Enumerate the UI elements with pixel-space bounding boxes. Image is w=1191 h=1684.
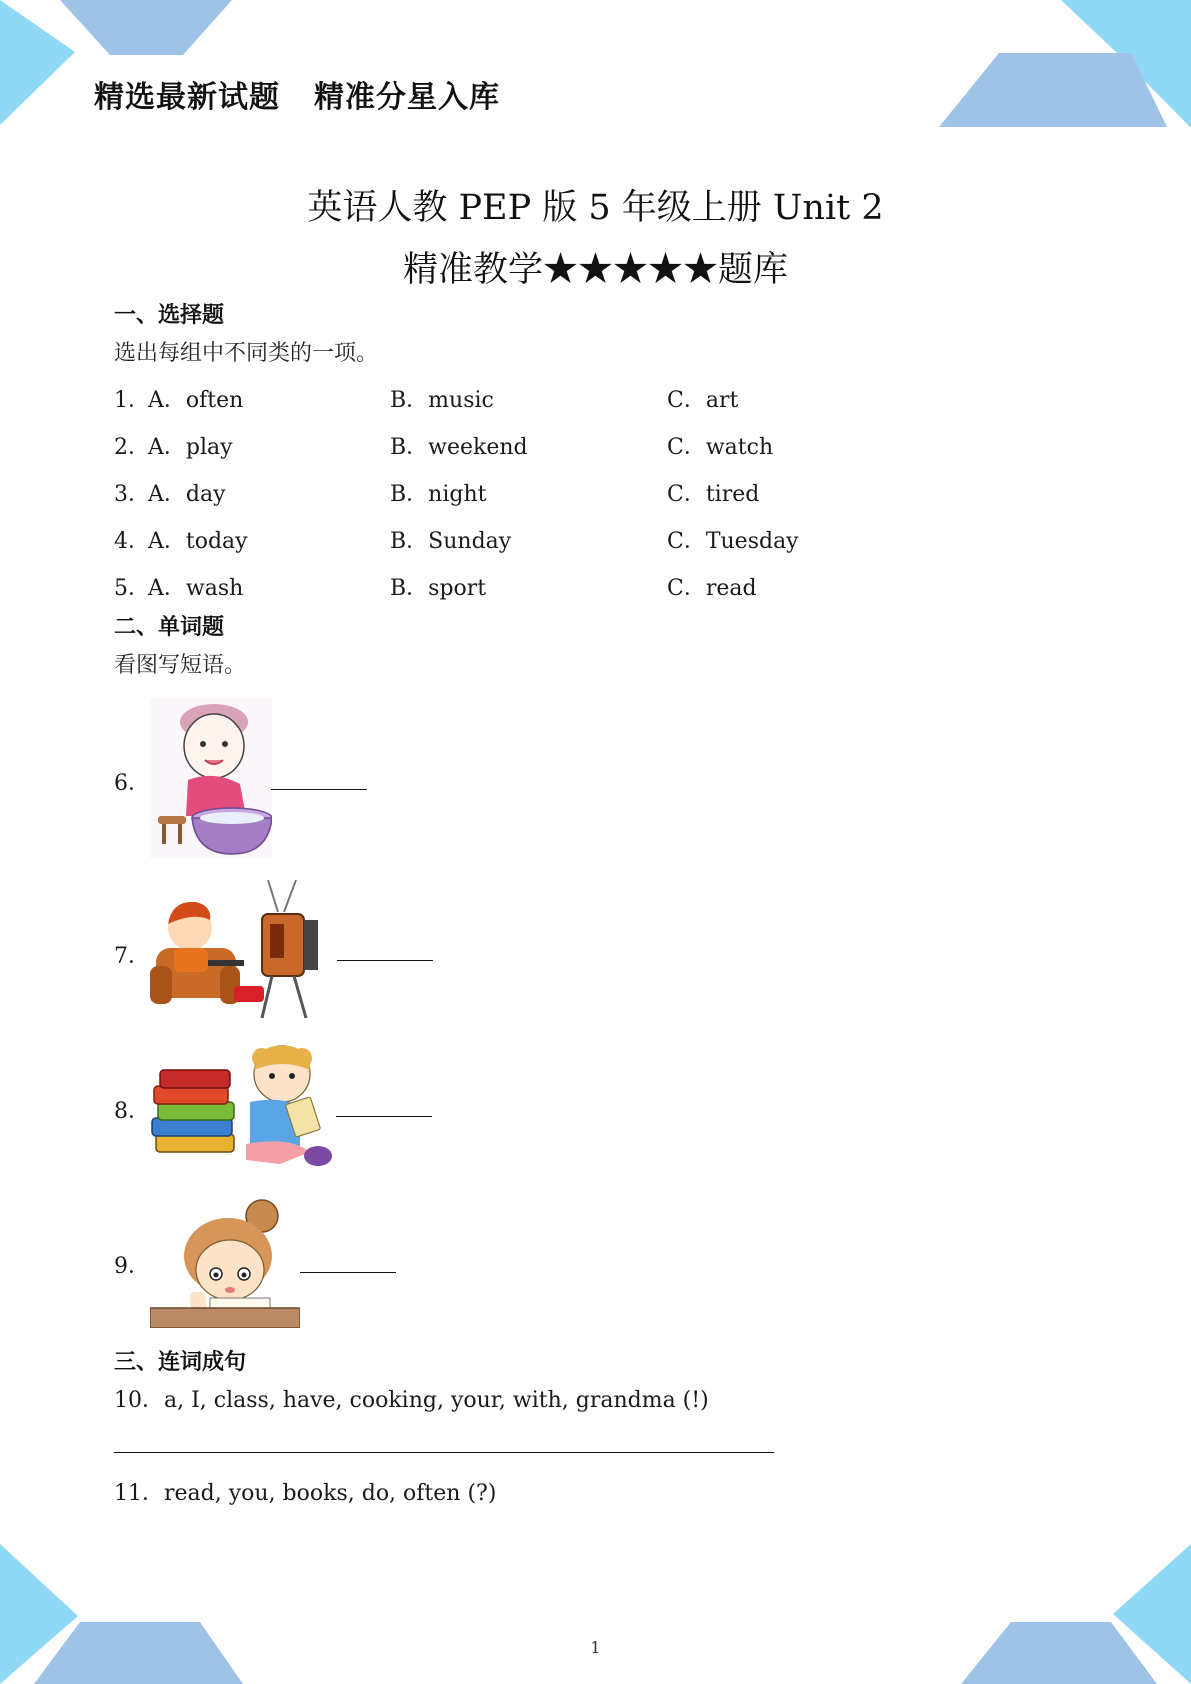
document-title: 英语人教 PEP 版 5 年级上册 Unit 2 <box>307 188 884 228</box>
girl-doing-homework-illustration <box>150 1194 300 1328</box>
question-number: 10． <box>114 1388 164 1413</box>
question-number: 2． <box>114 435 150 460</box>
choice-question-row <box>114 477 1014 507</box>
banner-left-text: 精选最新试题 <box>94 80 280 115</box>
document-subtitle: 精准教学★★★★★题库 <box>402 250 788 290</box>
option-a: A．today <box>148 529 248 554</box>
choice-question-row <box>114 571 1014 601</box>
option-a: A．often <box>148 388 244 413</box>
option-c: C．watch <box>667 435 774 460</box>
picture-question-number: 8． <box>114 1099 150 1124</box>
section-heading-sentences: 三、连词成句 <box>114 1350 247 1375</box>
option-c: C．Tuesday <box>667 529 799 554</box>
option-c: C．tired <box>667 482 760 507</box>
page-number: 1 <box>590 1638 601 1657</box>
section-heading-words: 二、单词题 <box>114 615 225 640</box>
boy-watching-tv-illustration <box>150 876 334 1022</box>
sentence-question <box>114 1383 709 1414</box>
question-number: 5． <box>114 576 150 601</box>
option-b: B．weekend <box>390 435 528 460</box>
answer-blank <box>271 789 367 790</box>
section-instruction-choice: 选出每组中不同类的一项。 <box>114 341 379 366</box>
picture-question-number: 7． <box>114 944 150 969</box>
choice-question-row <box>114 383 1014 413</box>
corner-decoration-bottom-right <box>941 1544 1191 1684</box>
question-number: 4． <box>114 529 150 554</box>
question-text: read, you, books, do, often (?) <box>164 1481 497 1506</box>
question-number: 1． <box>114 388 150 413</box>
header-banner <box>94 72 500 116</box>
picture-question-number: 9． <box>114 1254 150 1279</box>
option-b: B．night <box>390 482 487 507</box>
girl-washing-clothes-illustration <box>150 698 272 858</box>
option-c: C．art <box>667 388 739 413</box>
option-a: A．play <box>148 435 233 460</box>
question-text: a, I, class, have, cooking, your, with, grandma (!) <box>164 1388 709 1413</box>
question-number: 3． <box>114 482 150 507</box>
option-c: C．read <box>667 576 757 601</box>
section-instruction-words: 看图写短语。 <box>114 653 247 678</box>
option-a: A．wash <box>148 576 244 601</box>
corner-decoration-top-right <box>931 0 1191 130</box>
question-number: 11． <box>114 1481 164 1506</box>
sentence-question <box>114 1476 496 1507</box>
corner-decoration-bottom-left <box>0 1544 250 1684</box>
option-b: B．Sunday <box>390 529 512 554</box>
answer-blank <box>337 960 433 961</box>
answer-blank <box>300 1272 396 1273</box>
banner-right-text: 精准分星入库 <box>314 80 500 115</box>
option-a: A．day <box>148 482 226 507</box>
girl-reading-books-illustration <box>150 1040 334 1170</box>
answer-blank <box>336 1116 432 1117</box>
picture-question-number: 6． <box>114 771 150 796</box>
section-heading-choice: 一、选择题 <box>114 303 225 328</box>
choice-question-row <box>114 524 1014 554</box>
option-b: B．music <box>390 388 494 413</box>
option-b: B．sport <box>390 576 487 601</box>
answer-line <box>114 1452 774 1453</box>
choice-question-row <box>114 430 1014 460</box>
